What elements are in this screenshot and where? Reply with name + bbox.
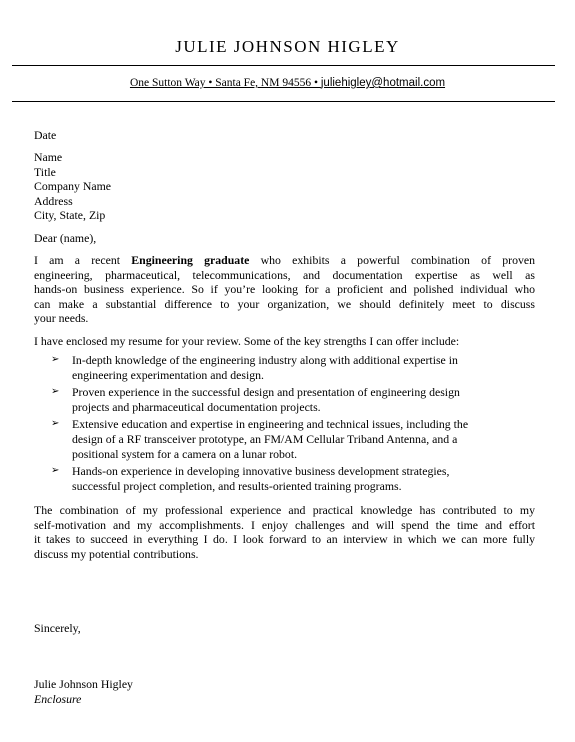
bullet-arrow-icon: ➢	[51, 354, 60, 365]
strength-item-line: Extensive education and expertise in engineering and technical issues, including the	[72, 417, 469, 432]
strength-item	[34, 385, 535, 414]
recipient-address: Address	[34, 193, 73, 208]
paragraph-strengths-text: I have enclosed my resume for your review. Some of the key strengths I can offer include:	[34, 334, 460, 348]
date-text: Date	[34, 128, 57, 142]
recipient-title: Title	[34, 164, 56, 179]
strength-item-line: successful project completion, and results-oriented training programs.	[72, 478, 402, 493]
recipient-block	[34, 150, 535, 223]
letterhead-contact	[0, 75, 575, 91]
strength-item-line: In-depth knowledge of the engineering industry along with additional expertise in	[72, 353, 458, 367]
intro-bold-phrase: Engineering graduate	[131, 253, 250, 267]
paragraph-intro-line-4: can make a substantial difference to your organization, we should definitely meet to discuss	[34, 296, 535, 311]
contact-address: One Sutton Way • Santa Fe, NM 94556 •	[129, 77, 321, 89]
paragraph-intro-line-3: hands-on business experience. So if you’re looking for a proficient and polished individual who	[34, 282, 535, 297]
letterhead-bottom-rule	[12, 101, 555, 102]
bullet-arrow-icon: ➢	[51, 465, 60, 477]
intro-start: I am a recent	[34, 253, 132, 267]
strength-item-line: design of a RF transceiver prototype, an FM/AM Cellular Triband Antenna, and a	[72, 431, 458, 446]
signature-block	[34, 677, 535, 706]
paragraph-intro-line-1	[34, 253, 535, 268]
recipient-company: Company Name	[34, 179, 111, 194]
strength-item-line: positional system for a camera on a lunar robot.	[72, 446, 298, 461]
paragraph-closing-line-4: discuss my potential contributions.	[34, 546, 199, 561]
strength-item	[34, 353, 535, 382]
paragraph-closing-line-2: self-motivation and my accomplishments. I enjoy challenges and will spend the time and effort	[34, 517, 535, 532]
recipient-name: Name	[34, 150, 63, 164]
contact-email-link[interactable]: juliehigley@hotmail.com	[320, 77, 446, 89]
strength-item-line: engineering experimentation and design.	[72, 367, 264, 382]
bullet-arrow-icon: ➢	[51, 418, 60, 430]
recipient-city-state-zip: City, State, Zip	[34, 208, 106, 223]
date-line	[34, 128, 535, 143]
strengths-list	[34, 353, 535, 493]
signature-name: Julie Johnson Higley	[34, 677, 133, 691]
paragraph-intro-line-5: your needs.	[34, 311, 89, 326]
closing-text: Sincerely,	[34, 621, 81, 635]
letterhead-top-rule	[12, 65, 555, 66]
paragraph-intro	[34, 253, 535, 326]
intro-line1-rest: who exhibits a powerful combination of proven	[249, 253, 535, 267]
letterhead-name: JULIE JOHNSON HIGLEY	[175, 37, 400, 56]
enclosure-label: Enclosure	[34, 691, 82, 706]
paragraph-intro-line-2: engineering, pharmaceutical, telecommunications, and documentation expertise as well as	[34, 267, 535, 282]
strength-item	[34, 417, 535, 461]
paragraph-closing-line-3: it takes to succeed in everything I do. I look forward to an interview in which we can more fully	[34, 532, 535, 547]
strength-item	[34, 464, 535, 493]
salutation	[34, 231, 535, 246]
salutation-text: Dear (name),	[34, 231, 97, 245]
closing	[34, 621, 535, 636]
paragraph-strengths	[34, 334, 535, 349]
bullet-arrow-icon: ➢	[51, 386, 60, 398]
strength-item-line: Proven experience in the successful design and presentation of engineering design	[72, 385, 460, 400]
strength-item-line: Hands-on experience in developing innovative business development strategies,	[72, 464, 450, 479]
paragraph-closing	[34, 503, 535, 561]
strength-item-line: projects and pharmaceutical documentation projects.	[72, 399, 321, 414]
paragraph-closing-line-1: The combination of my professional experience and practical knowledge has contributed to my	[34, 503, 535, 517]
